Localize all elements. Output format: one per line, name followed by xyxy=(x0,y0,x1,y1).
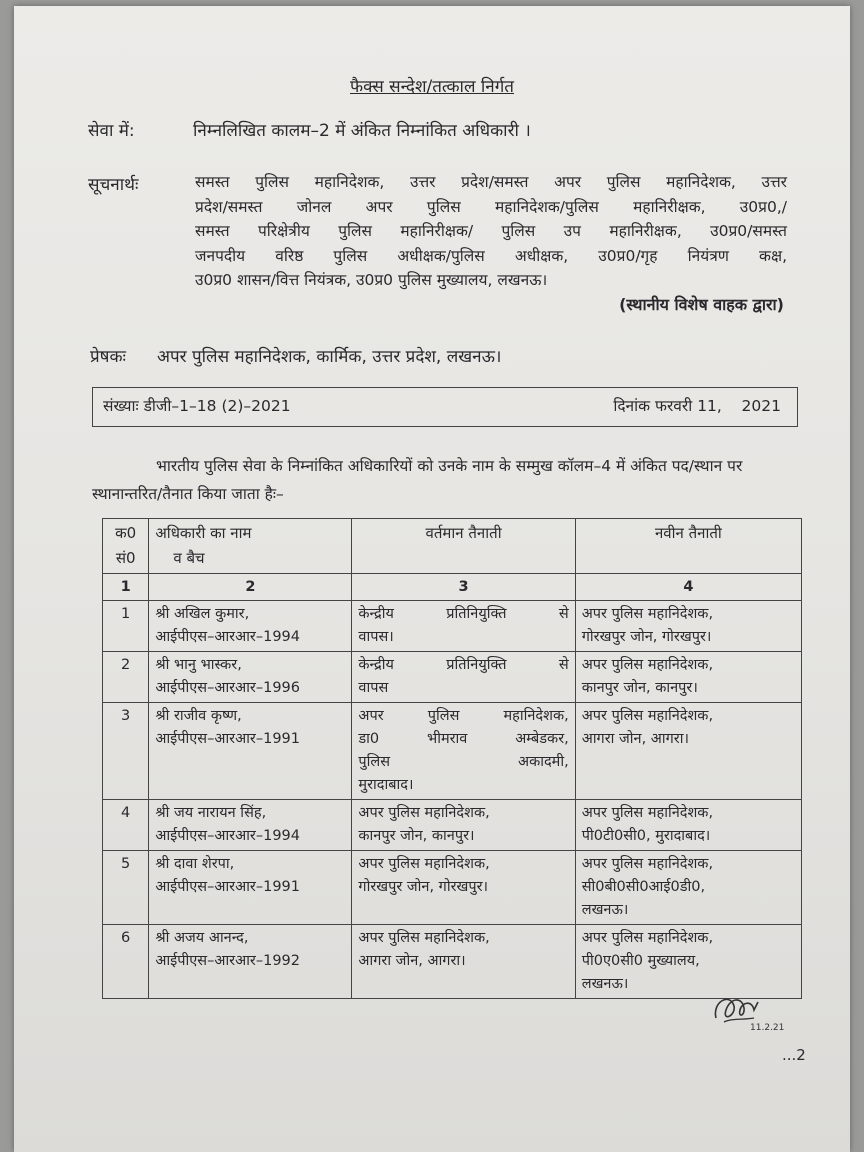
header-serial: क0 सं0 xyxy=(103,519,149,574)
row-officer: श्री जय नारायन सिंह, आईपीएस–आरआर–1994 xyxy=(149,800,352,851)
row-new-posting: अपर पुलिस महानिदेशक, गोरखपुर जोन, गोरखपुर। xyxy=(575,601,801,652)
header-name: अधिकारी का नाम व बैच xyxy=(149,519,352,574)
info-line: समस्त परिक्षेत्रीय पुलिस महानिरीक्षक/ पुलिस उप महानिरीक्षक, उ0प्र0/समस्त xyxy=(195,222,787,240)
row-officer: श्री अखिल कुमार, आईपीएस–आरआर–1994 xyxy=(149,601,352,652)
info-line: समस्त पुलिस महानिदेशक, उत्तर प्रदेश/समस्त अपर पुलिस महानिदेशक, उत्तर xyxy=(195,173,787,191)
column-number: 3 xyxy=(352,574,575,601)
signature-date: 11.2.21 xyxy=(750,1023,785,1033)
table-row xyxy=(103,925,802,999)
row-new-posting: अपर पुलिस महानिदेशक, पी0टी0सी0, मुरादाबाद। xyxy=(575,800,801,851)
table-row xyxy=(103,851,802,925)
row-serial: 4 xyxy=(103,800,149,851)
reference-number: संख्याः डीजी–1–18 (2)–2021 xyxy=(103,397,291,415)
row-serial: 5 xyxy=(103,851,149,925)
row-current-posting: अपर पुलिस महानिदेशक, आगरा जोन, आगरा। xyxy=(352,925,575,999)
header-current: वर्तमान तैनाती xyxy=(352,519,575,574)
reference-box xyxy=(92,387,798,427)
table-header-row xyxy=(103,519,802,574)
row-new-posting: अपर पुलिस महानिदेशक, कानपुर जोन, कानपुर। xyxy=(575,652,801,703)
header-new: नवीन तैनाती xyxy=(575,519,801,574)
row-officer: श्री अजय आनन्द, आईपीएस–आरआर–1992 xyxy=(149,925,352,999)
column-number: 2 xyxy=(149,574,352,601)
page-number: ...2 xyxy=(782,1046,806,1064)
row-current-posting: अपर पुलिस महानिदेशक, कानपुर जोन, कानपुर। xyxy=(352,800,575,851)
row-current-posting: केन्द्रीय प्रतिनियुक्ति से वापस xyxy=(352,652,575,703)
document-heading: फैक्स सन्देश/तत्काल निर्गत xyxy=(350,77,514,97)
sender-text: अपर पुलिस महानिदेशक, कार्मिक, उत्तर प्रदेश, लखनऊ। xyxy=(157,347,502,367)
row-officer: श्री दावा शेरपा, आईपीएस–आरआर–1991 xyxy=(149,851,352,925)
delivery-mode: (स्थानीय विशेष वाहक द्वारा) xyxy=(619,295,784,314)
row-officer: श्री भानु भास्कर, आईपीएस–आरआर–1996 xyxy=(149,652,352,703)
row-serial: 3 xyxy=(103,703,149,800)
column-number: 4 xyxy=(575,574,801,601)
signature-scribble xyxy=(708,988,788,1038)
info-label: सूचनार्थः xyxy=(88,175,139,195)
row-new-posting: अपर पुलिस महानिदेशक, पी0ए0सी0 मुख्यालय, लखनऊ। xyxy=(575,925,801,999)
table-row xyxy=(103,601,802,652)
column-number: 1 xyxy=(103,574,149,601)
column-number-row xyxy=(103,574,802,601)
intro-paragraph: भारतीय पुलिस सेवा के निम्नांकित अधिकारियों को उनके नाम के सम्मुख कॉलम–4 में अंकित पद/स्थान पर स्थानान्तरित/तैनात किया जाता हैः– xyxy=(92,457,743,503)
row-current-posting: केन्द्रीय प्रतिनियुक्ति से वापस। xyxy=(352,601,575,652)
table-row xyxy=(103,652,802,703)
sender-label: प्रेषकः xyxy=(90,347,126,367)
table-row xyxy=(103,800,802,851)
info-line: उ0प्र0 शासन/वित्त नियंत्रक, उ0प्र0 पुलिस मुख्यालय, लखनऊ। xyxy=(195,271,548,289)
addressee-label: सेवा में: xyxy=(88,121,135,141)
reference-date: दिनांक फरवरी 11, 2021 xyxy=(613,397,781,415)
row-current-posting: अपर पुलिस महानिदेशक, गोरखपुर जोन, गोरखपुर। xyxy=(352,851,575,925)
postings-table xyxy=(102,518,802,999)
info-line: प्रदेश/समस्त जोनल अपर पुलिस महानिदेशक/पुलिस महानिरीक्षक, उ0प्र0,/ xyxy=(195,197,787,216)
row-new-posting: अपर पुलिस महानिदेशक, सी0बी0सी0आई0डी0, लखनऊ। xyxy=(575,851,801,925)
row-officer: श्री राजीव कृष्ण, आईपीएस–आरआर–1991 xyxy=(149,703,352,800)
row-serial: 2 xyxy=(103,652,149,703)
row-new-posting: अपर पुलिस महानिदेशक, आगरा जोन, आगरा। xyxy=(575,703,801,800)
info-line: जनपदीय वरिष्ठ पुलिस अधीक्षक/पुलिस अधीक्षक, उ0प्र0/गृह नियंत्रण कक्ष, xyxy=(195,246,787,265)
row-serial: 1 xyxy=(103,601,149,652)
table-row xyxy=(103,703,802,800)
row-serial: 6 xyxy=(103,925,149,999)
addressee-text: निम्नलिखित कालम–2 में अंकित निम्नांकित अधिकारी । xyxy=(193,121,531,141)
signature-mark xyxy=(708,988,788,1042)
info-recipients xyxy=(195,170,787,293)
row-current-posting: अपर पुलिस महानिदेशक, डा0 भीमराव अम्बेडकर, पुलिस अकादमी, मुरादाबाद। xyxy=(352,703,575,800)
